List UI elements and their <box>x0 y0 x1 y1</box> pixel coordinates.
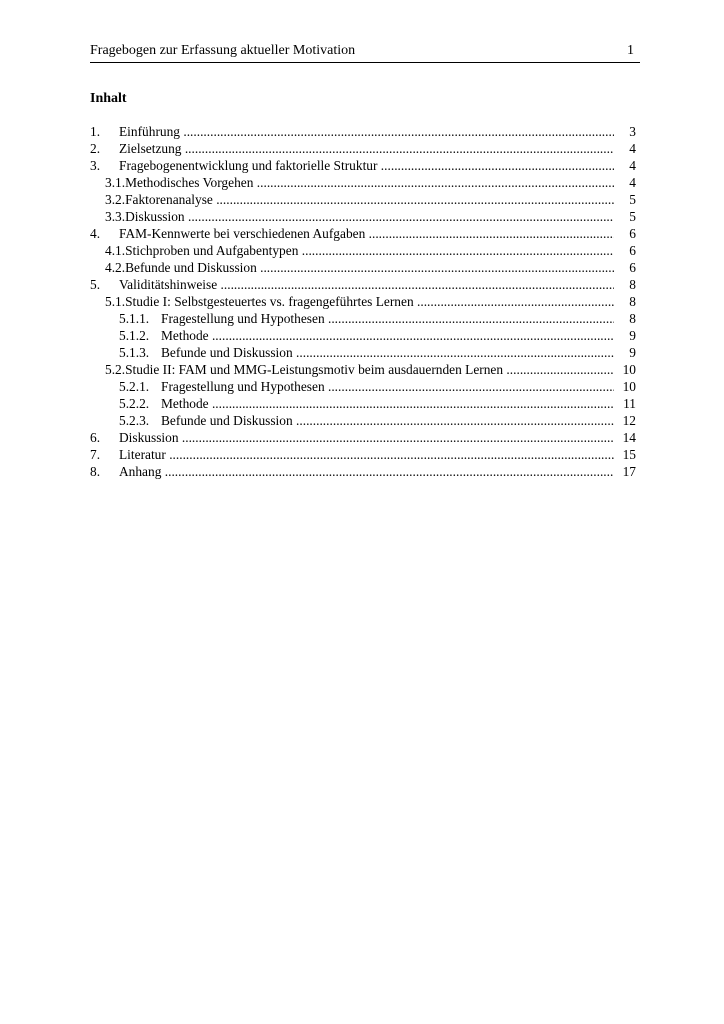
toc-entry-title: Methode <box>161 328 209 343</box>
toc-entry-number: 3. <box>90 158 101 173</box>
toc-entry-text <box>90 378 614 395</box>
toc-entry-page: 6 <box>614 259 636 276</box>
toc-entry-title: Fragebogenentwicklung und faktorielle Struktur <box>119 158 378 173</box>
toc-entry-title: Methode <box>161 396 209 411</box>
toc-entry-text <box>90 140 614 157</box>
toc-entry-number: 5.1.1. <box>119 311 150 326</box>
toc-entry-text <box>90 446 614 463</box>
toc-entry-title: Literatur <box>119 447 166 462</box>
toc-entry[interactable] <box>90 344 636 361</box>
toc-entry-page: 15 <box>614 446 636 463</box>
toc-entry-number: 1. <box>90 124 101 139</box>
toc-entry-page: 9 <box>614 344 636 361</box>
toc-entry[interactable] <box>90 412 636 429</box>
toc-entry-title: Studie II: FAM und MMG-Leistungsmotiv beim ausdauernden Lernen <box>125 362 504 377</box>
toc-entry-page: 8 <box>614 310 636 327</box>
toc-entry-number: 5.2.1. <box>119 379 150 394</box>
toc-entry-title: Befunde und Diskussion <box>161 345 293 360</box>
toc-entry-text <box>90 157 614 174</box>
toc-entry-title: Anhang <box>119 464 162 479</box>
toc-entry-title: Fragestellung und Hypothesen <box>161 311 325 326</box>
toc-entry-number: 3.3. <box>105 209 126 224</box>
toc-entry-number: 3.1. <box>105 175 126 190</box>
toc-entry-text <box>90 293 614 310</box>
toc-entry-page: 10 <box>614 361 636 378</box>
toc-entry-title: Studie I: Selbstgesteuertes vs. fragengeführtes Lernen <box>125 294 414 309</box>
toc-entry[interactable] <box>90 225 636 242</box>
toc-entry-page: 17 <box>614 463 636 480</box>
toc-entry-title: Validitätshinweise <box>119 277 218 292</box>
toc-entry-page: 6 <box>614 242 636 259</box>
toc-entry[interactable] <box>90 378 636 395</box>
toc-entry-title: Faktorenanalyse <box>125 192 213 207</box>
toc-entry[interactable] <box>90 242 636 259</box>
toc-entry[interactable] <box>90 140 636 157</box>
toc-entry-text <box>90 174 614 191</box>
toc-entry[interactable] <box>90 293 636 310</box>
toc-entry[interactable] <box>90 463 636 480</box>
toc-entry-text <box>90 361 614 378</box>
toc-entry-page: 4 <box>614 157 636 174</box>
toc-entry-number: 5.2.2. <box>119 396 150 411</box>
toc-entry-text <box>90 225 614 242</box>
toc-entry[interactable] <box>90 259 636 276</box>
toc-entry[interactable] <box>90 327 636 344</box>
toc-entry-title: Fragestellung und Hypothesen <box>161 379 325 394</box>
toc-entry-text <box>90 395 614 412</box>
toc-entry-page: 5 <box>614 208 636 225</box>
toc-entry[interactable] <box>90 174 636 191</box>
toc-entry-page: 6 <box>614 225 636 242</box>
toc-entry-number: 4.2. <box>105 260 126 275</box>
toc-entry[interactable] <box>90 191 636 208</box>
toc-entry-number: 5. <box>90 277 101 292</box>
toc-entry-text <box>90 191 614 208</box>
toc-entry-text <box>90 463 614 480</box>
page-header <box>90 40 640 63</box>
toc-entry-number: 2. <box>90 141 101 156</box>
toc-entry-title: Zielsetzung <box>119 141 182 156</box>
toc-entry[interactable] <box>90 157 636 174</box>
toc-entry-text <box>90 208 614 225</box>
toc-entry-text <box>90 327 614 344</box>
toc-entry-page: 3 <box>614 123 636 140</box>
toc-entry-title: Befunde und Diskussion <box>161 413 293 428</box>
toc-entry-number: 4.1. <box>105 243 126 258</box>
toc-entry-title: FAM-Kennwerte bei verschiedenen Aufgaben <box>119 226 366 241</box>
running-header-title: Fragebogen zur Erfassung aktueller Motivation <box>90 43 356 58</box>
toc-entry[interactable] <box>90 446 636 463</box>
toc-entry-number: 5.2.3. <box>119 413 150 428</box>
toc-entry[interactable] <box>90 310 636 327</box>
toc-entry-number: 8. <box>90 464 101 479</box>
page-number: 1 <box>627 43 634 58</box>
toc-entry-page: 4 <box>614 174 636 191</box>
toc-entry-page: 11 <box>614 395 636 412</box>
toc-entry-title: Methodisches Vorgehen <box>125 175 254 190</box>
toc-entry-number: 4. <box>90 226 101 241</box>
toc-entry-title: Stichproben und Aufgabentypen <box>125 243 299 258</box>
toc-entry-title: Einführung <box>119 124 180 139</box>
toc-entry-text <box>90 259 614 276</box>
toc-entry-text <box>90 123 614 140</box>
toc-entry-page: 4 <box>614 140 636 157</box>
toc-entry-title: Diskussion <box>125 209 185 224</box>
toc-entry-text <box>90 412 614 429</box>
toc-entry-number: 7. <box>90 447 101 462</box>
toc-entry-text <box>90 276 614 293</box>
toc-entry-text <box>90 310 614 327</box>
toc-entry[interactable] <box>90 123 636 140</box>
toc-heading: Inhalt <box>90 91 127 106</box>
toc-entry-page: 8 <box>614 293 636 310</box>
toc-entry[interactable] <box>90 429 636 446</box>
toc-entry-number: 5.1.3. <box>119 345 150 360</box>
toc-entry-text <box>90 242 614 259</box>
toc-entry-title: Diskussion <box>119 430 179 445</box>
toc-entry-text <box>90 429 614 446</box>
toc-entry[interactable] <box>90 276 636 293</box>
toc-entry-page: 8 <box>614 276 636 293</box>
toc-entry-number: 5.2. <box>105 362 126 377</box>
toc-entry-page: 14 <box>614 429 636 446</box>
toc-entry-page: 10 <box>614 378 636 395</box>
toc-entry-number: 6. <box>90 430 101 445</box>
toc-entry[interactable] <box>90 395 636 412</box>
toc-entry-page: 9 <box>614 327 636 344</box>
toc-entry-number: 5.1.2. <box>119 328 150 343</box>
toc-entry-number: 5.1. <box>105 294 126 309</box>
toc-entry[interactable] <box>90 361 636 378</box>
toc-entry-title: Befunde und Diskussion <box>125 260 257 275</box>
toc-entry-text <box>90 344 614 361</box>
toc-entry[interactable] <box>90 208 636 225</box>
toc-entry-page: 12 <box>614 412 636 429</box>
toc-entry-number: 3.2. <box>105 192 126 207</box>
table-of-contents <box>90 123 636 480</box>
toc-entry-page: 5 <box>614 191 636 208</box>
